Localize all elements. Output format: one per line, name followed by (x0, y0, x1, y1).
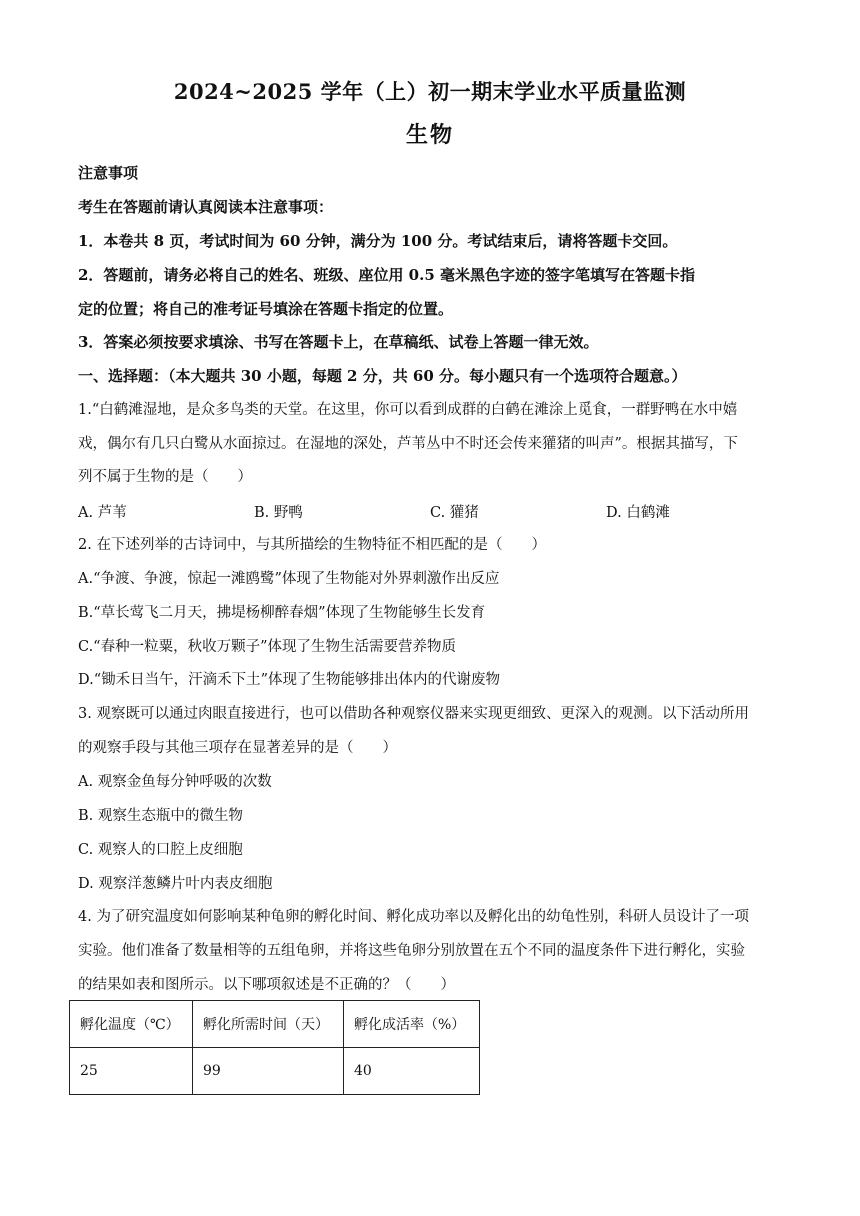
table-cell: 99 (193, 1048, 344, 1095)
question-4-stem: 实验。他们准备了数量相等的五组龟卵，并将这些龟卵分别放置在五个不同的温度条件下进行孵化，实验 (78, 943, 745, 959)
question-4-stem: 4. 为了研究温度如何影响某种龟卵的孵化时间、孵化成功率以及孵化出的幼龟性别，科研人员设计了一项 (78, 909, 749, 925)
question-1-option-b: B. 野鸭 (254, 505, 303, 521)
notice-item: 定的位置；将自己的准考证号填涂在答题卡指定的位置。 (78, 300, 454, 318)
subject-title: 生物 (405, 122, 454, 148)
question-1-option-c: C. 獾猪 (430, 505, 479, 521)
table-header-row (70, 1001, 480, 1048)
table-header-cell: 孵化成活率（%） (344, 1001, 480, 1048)
question-1-option-d: D. 白鹤滩 (606, 505, 670, 521)
table-header-cell: 孵化所需时间（天） (193, 1001, 344, 1048)
question-1-option-a: A. 芦苇 (78, 505, 127, 521)
question-3-option-d: D. 观察洋葱鳞片叶内表皮细胞 (78, 876, 273, 892)
question-3-option-c: C. 观察人的口腔上皮细胞 (78, 842, 243, 858)
notice-item: 3．答案必须按要求填涂、书写在答题卡上，在草稿纸、试卷上答题一律无效。 (78, 333, 599, 351)
exam-title: 2024~2025 学年（上）初一期末学业水平质量监测 (173, 79, 687, 104)
question-3-stem: 3. 观察既可以通过肉眼直接进行，也可以借助各种观察仪器来实现更细致、更深入的观测。以下活动所用 (78, 706, 749, 722)
question-2-stem: 2. 在下述列举的古诗词中，与其所描绘的生物特征不相匹配的是（ ） (78, 537, 546, 553)
question-3-option-b: B. 观察生态瓶中的微生物 (78, 808, 243, 824)
question-1-stem: 戏，偶尔有几只白鹭从水面掠过。在湿地的深处，芦苇丛中不时还会传来獾猪的叫声”。根据其描写，下 (78, 436, 738, 452)
incubation-table (69, 1000, 480, 1095)
table-row (70, 1048, 480, 1095)
notice-item: 2．答题前，请务必将自己的姓名、班级、座位用 0.5 毫米黑色字迹的签字笔填写在答题卡指 (78, 266, 695, 284)
question-3-option-a: A. 观察金鱼每分钟呼吸的次数 (78, 774, 272, 790)
question-2-option-a: A.“争渡、争渡，惊起一滩鸥鹭”体现了生物能对外界刺激作出反应 (78, 571, 500, 587)
question-2-option-b: B.“草长莺飞二月天，拂堤杨柳醉春烟”体现了生物能够生长发育 (78, 605, 486, 621)
question-2-option-c: C.“春种一粒粟，秋收万颗子”体现了生物生活需要营养物质 (78, 639, 457, 655)
section-heading: 一、选择题：（本大题共 30 小题，每题 2 分，共 60 分。每小题只有一个选项符合题意。） (78, 367, 687, 385)
question-1-stem: 列不属于生物的是（ ） (78, 469, 252, 485)
table-cell: 40 (344, 1048, 480, 1095)
question-4-stem: 的结果如表和图所示。以下哪项叙述是不正确的？（ ） (78, 977, 455, 993)
notice-intro: 考生在答题前请认真阅读本注意事项： (78, 198, 334, 216)
question-1-stem: 1.“白鹤滩湿地，是众多鸟类的天堂。在这里，你可以看到成群的白鹤在滩涂上觅食，一群野鸭在水中嬉 (78, 402, 738, 418)
notice-item: 1．本卷共 8 页，考试时间为 60 分钟，满分为 100 分。考试结束后，请将答题卡交回。 (78, 232, 678, 250)
question-2-option-d: D.“锄禾日当午，汗滴禾下土”体现了生物能够排出体内的代谢废物 (78, 672, 501, 688)
table-header-cell: 孵化温度（℃） (70, 1001, 193, 1048)
table-cell: 25 (70, 1048, 193, 1095)
notice-heading: 注意事项 (78, 164, 139, 182)
question-3-stem: 的观察手段与其他三项存在显著差异的是（ ） (78, 740, 397, 756)
